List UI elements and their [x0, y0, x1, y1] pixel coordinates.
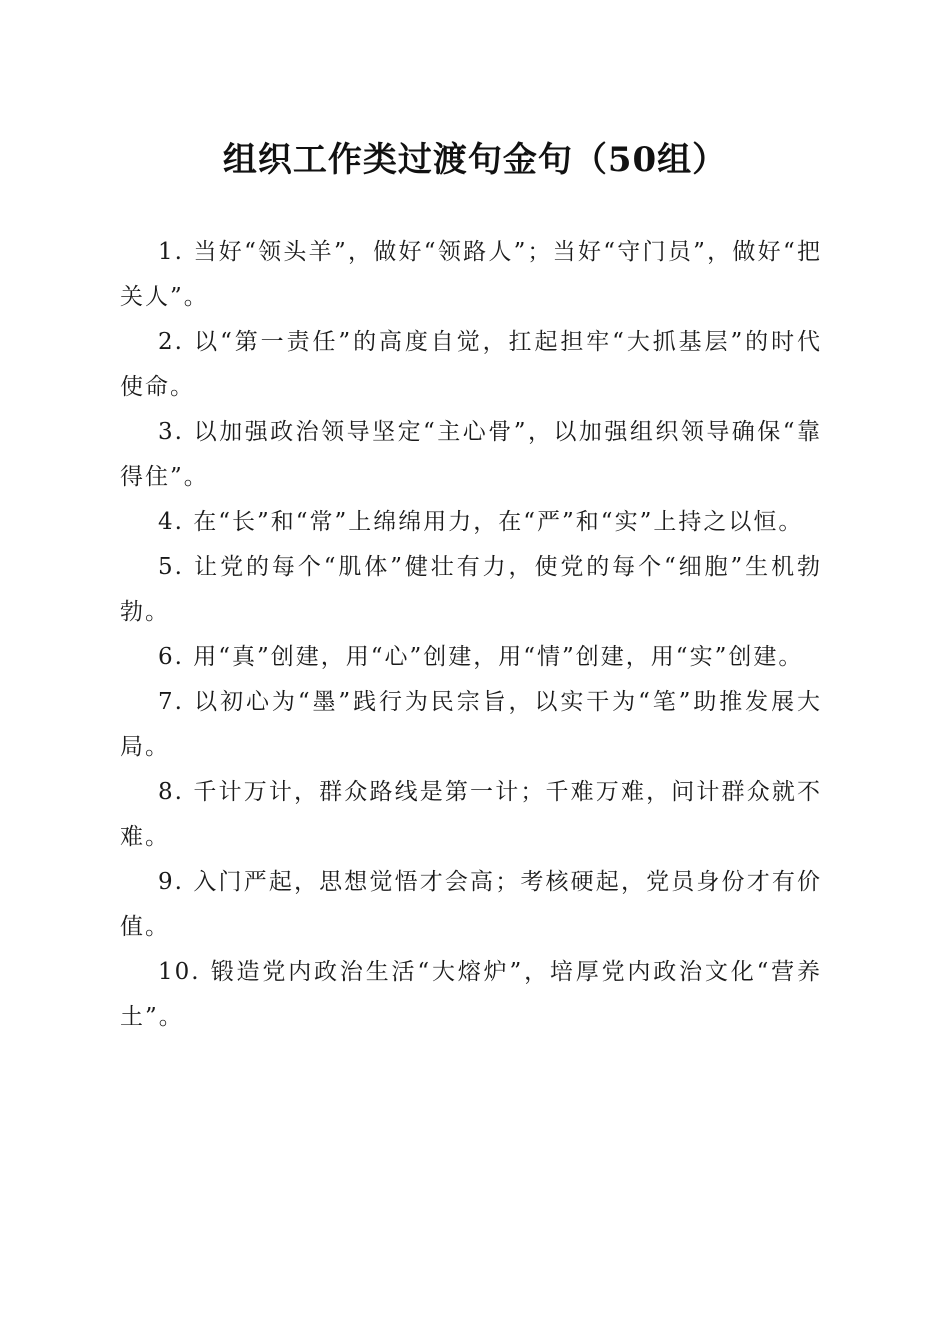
paragraph-4: 4. 在“长”和“常”上绵绵用力，在“严”和“实”上持之以恒。	[158, 509, 804, 535]
document-body	[120, 230, 822, 1040]
paragraph-10: 10. 锻造党内政治生活“大熔炉”，培厚党内政治文化“营养土”。	[120, 959, 822, 1030]
paragraph-8: 8. 千计万计，群众路线是第一计；千难万难，问计群众就不难。	[120, 779, 822, 850]
paragraph-5: 5. 让党的每个“肌体”健壮有力，使党的每个“细胞”生机勃勃。	[120, 554, 822, 625]
document-title: 组织工作类过渡句金句（50组）	[222, 140, 728, 180]
paragraph-7: 7. 以初心为“墨”践行为民宗旨，以实干为“笔”助推发展大局。	[120, 689, 822, 760]
paragraph-9: 9. 入门严起，思想觉悟才会高；考核硬起，党员身份才有价值。	[120, 869, 822, 940]
paragraph-2: 2. 以“第一责任”的高度自觉，扛起担牢“大抓基层”的时代使命。	[120, 329, 822, 400]
paragraph-3: 3. 以加强政治领导坚定“主心骨”，以加强组织领导确保“靠得住”。	[120, 419, 822, 490]
paragraph-1: 1. 当好“领头羊”，做好“领路人”；当好“守门员”，做好“把关人”。	[120, 239, 822, 310]
paragraph-6: 6. 用“真”创建，用“心”创建，用“情”创建，用“实”创建。	[158, 644, 804, 670]
